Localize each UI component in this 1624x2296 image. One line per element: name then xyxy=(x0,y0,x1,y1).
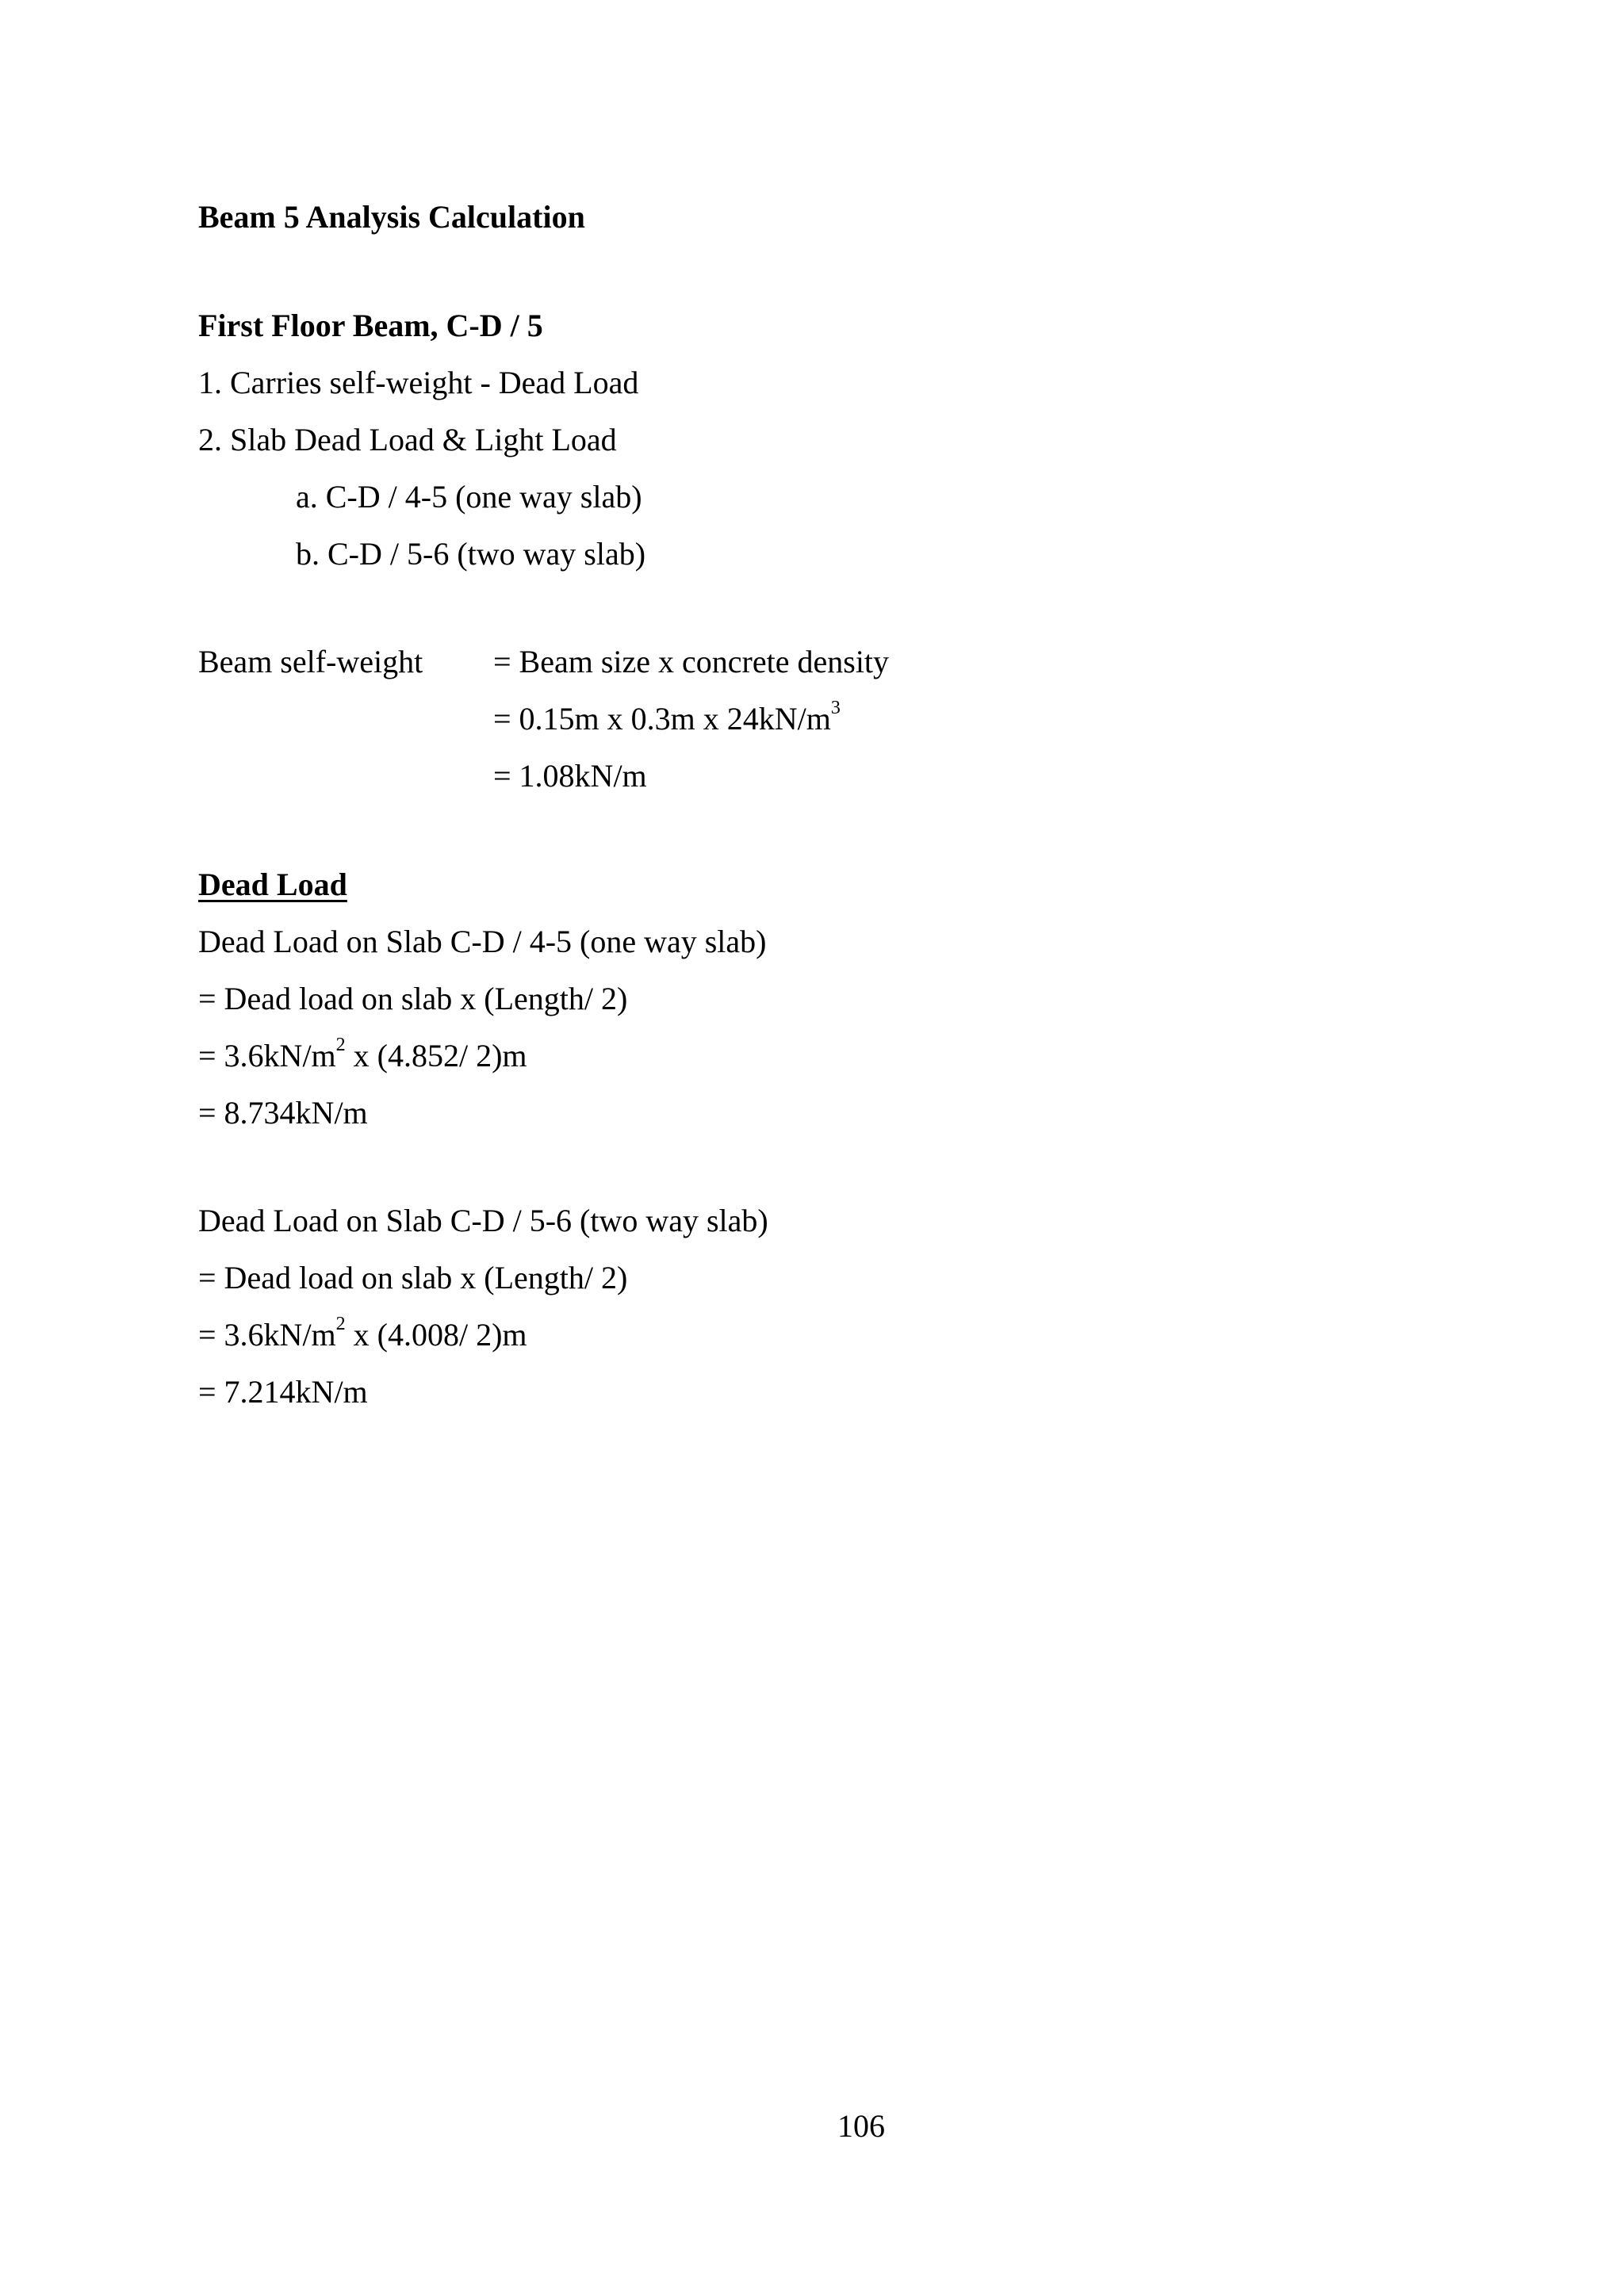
dead-load-heading: Dead Load xyxy=(198,867,347,902)
page-number: 106 xyxy=(837,2108,885,2144)
sublist-item-b: b. C-D / 5-6 (two way slab) xyxy=(296,536,646,572)
block2-formula: = Dead load on slab x (Length/ 2) xyxy=(198,1260,628,1295)
block1-title: Dead Load on Slab C-D / 4-5 (one way slab) xyxy=(198,924,767,959)
document-title: Beam 5 Analysis Calculation xyxy=(198,199,585,235)
square-superscript: 2 xyxy=(335,1034,346,1055)
list-item-2: 2. Slab Dead Load & Light Load xyxy=(198,422,617,457)
block2-calculation xyxy=(198,1313,527,1354)
section-heading: First Floor Beam, C-D / 5 xyxy=(198,308,543,343)
self-weight-line-3: = 1.08kN/m xyxy=(493,758,647,794)
square-superscript: 2 xyxy=(335,1313,346,1334)
sublist-item-a: a. C-D / 4-5 (one way slab) xyxy=(296,479,642,515)
block1-formula: = Dead load on slab x (Length/ 2) xyxy=(198,981,628,1016)
block2-title: Dead Load on Slab C-D / 5-6 (two way slab) xyxy=(198,1203,768,1238)
self-weight-line-2-text: = 0.15m x 0.3m x 24kN/m xyxy=(493,701,831,737)
block2-result: = 7.214kN/m xyxy=(198,1374,368,1410)
block1-calc-post: x (4.852/ 2)m xyxy=(345,1038,527,1073)
block2-calc-post: x (4.008/ 2)m xyxy=(345,1317,527,1353)
block1-result: = 8.734kN/m xyxy=(198,1095,368,1131)
self-weight-line-1: = Beam size x concrete density xyxy=(493,644,890,679)
cube-superscript: 3 xyxy=(830,697,841,718)
block2-calc-pre: = 3.6kN/m xyxy=(198,1317,336,1353)
list-item-1: 1. Carries self-weight - Dead Load xyxy=(198,365,639,400)
self-weight-label: Beam self-weight xyxy=(198,644,423,679)
block1-calculation xyxy=(198,1034,527,1075)
block1-calc-pre: = 3.6kN/m xyxy=(198,1038,336,1073)
self-weight-line-2 xyxy=(493,697,841,738)
